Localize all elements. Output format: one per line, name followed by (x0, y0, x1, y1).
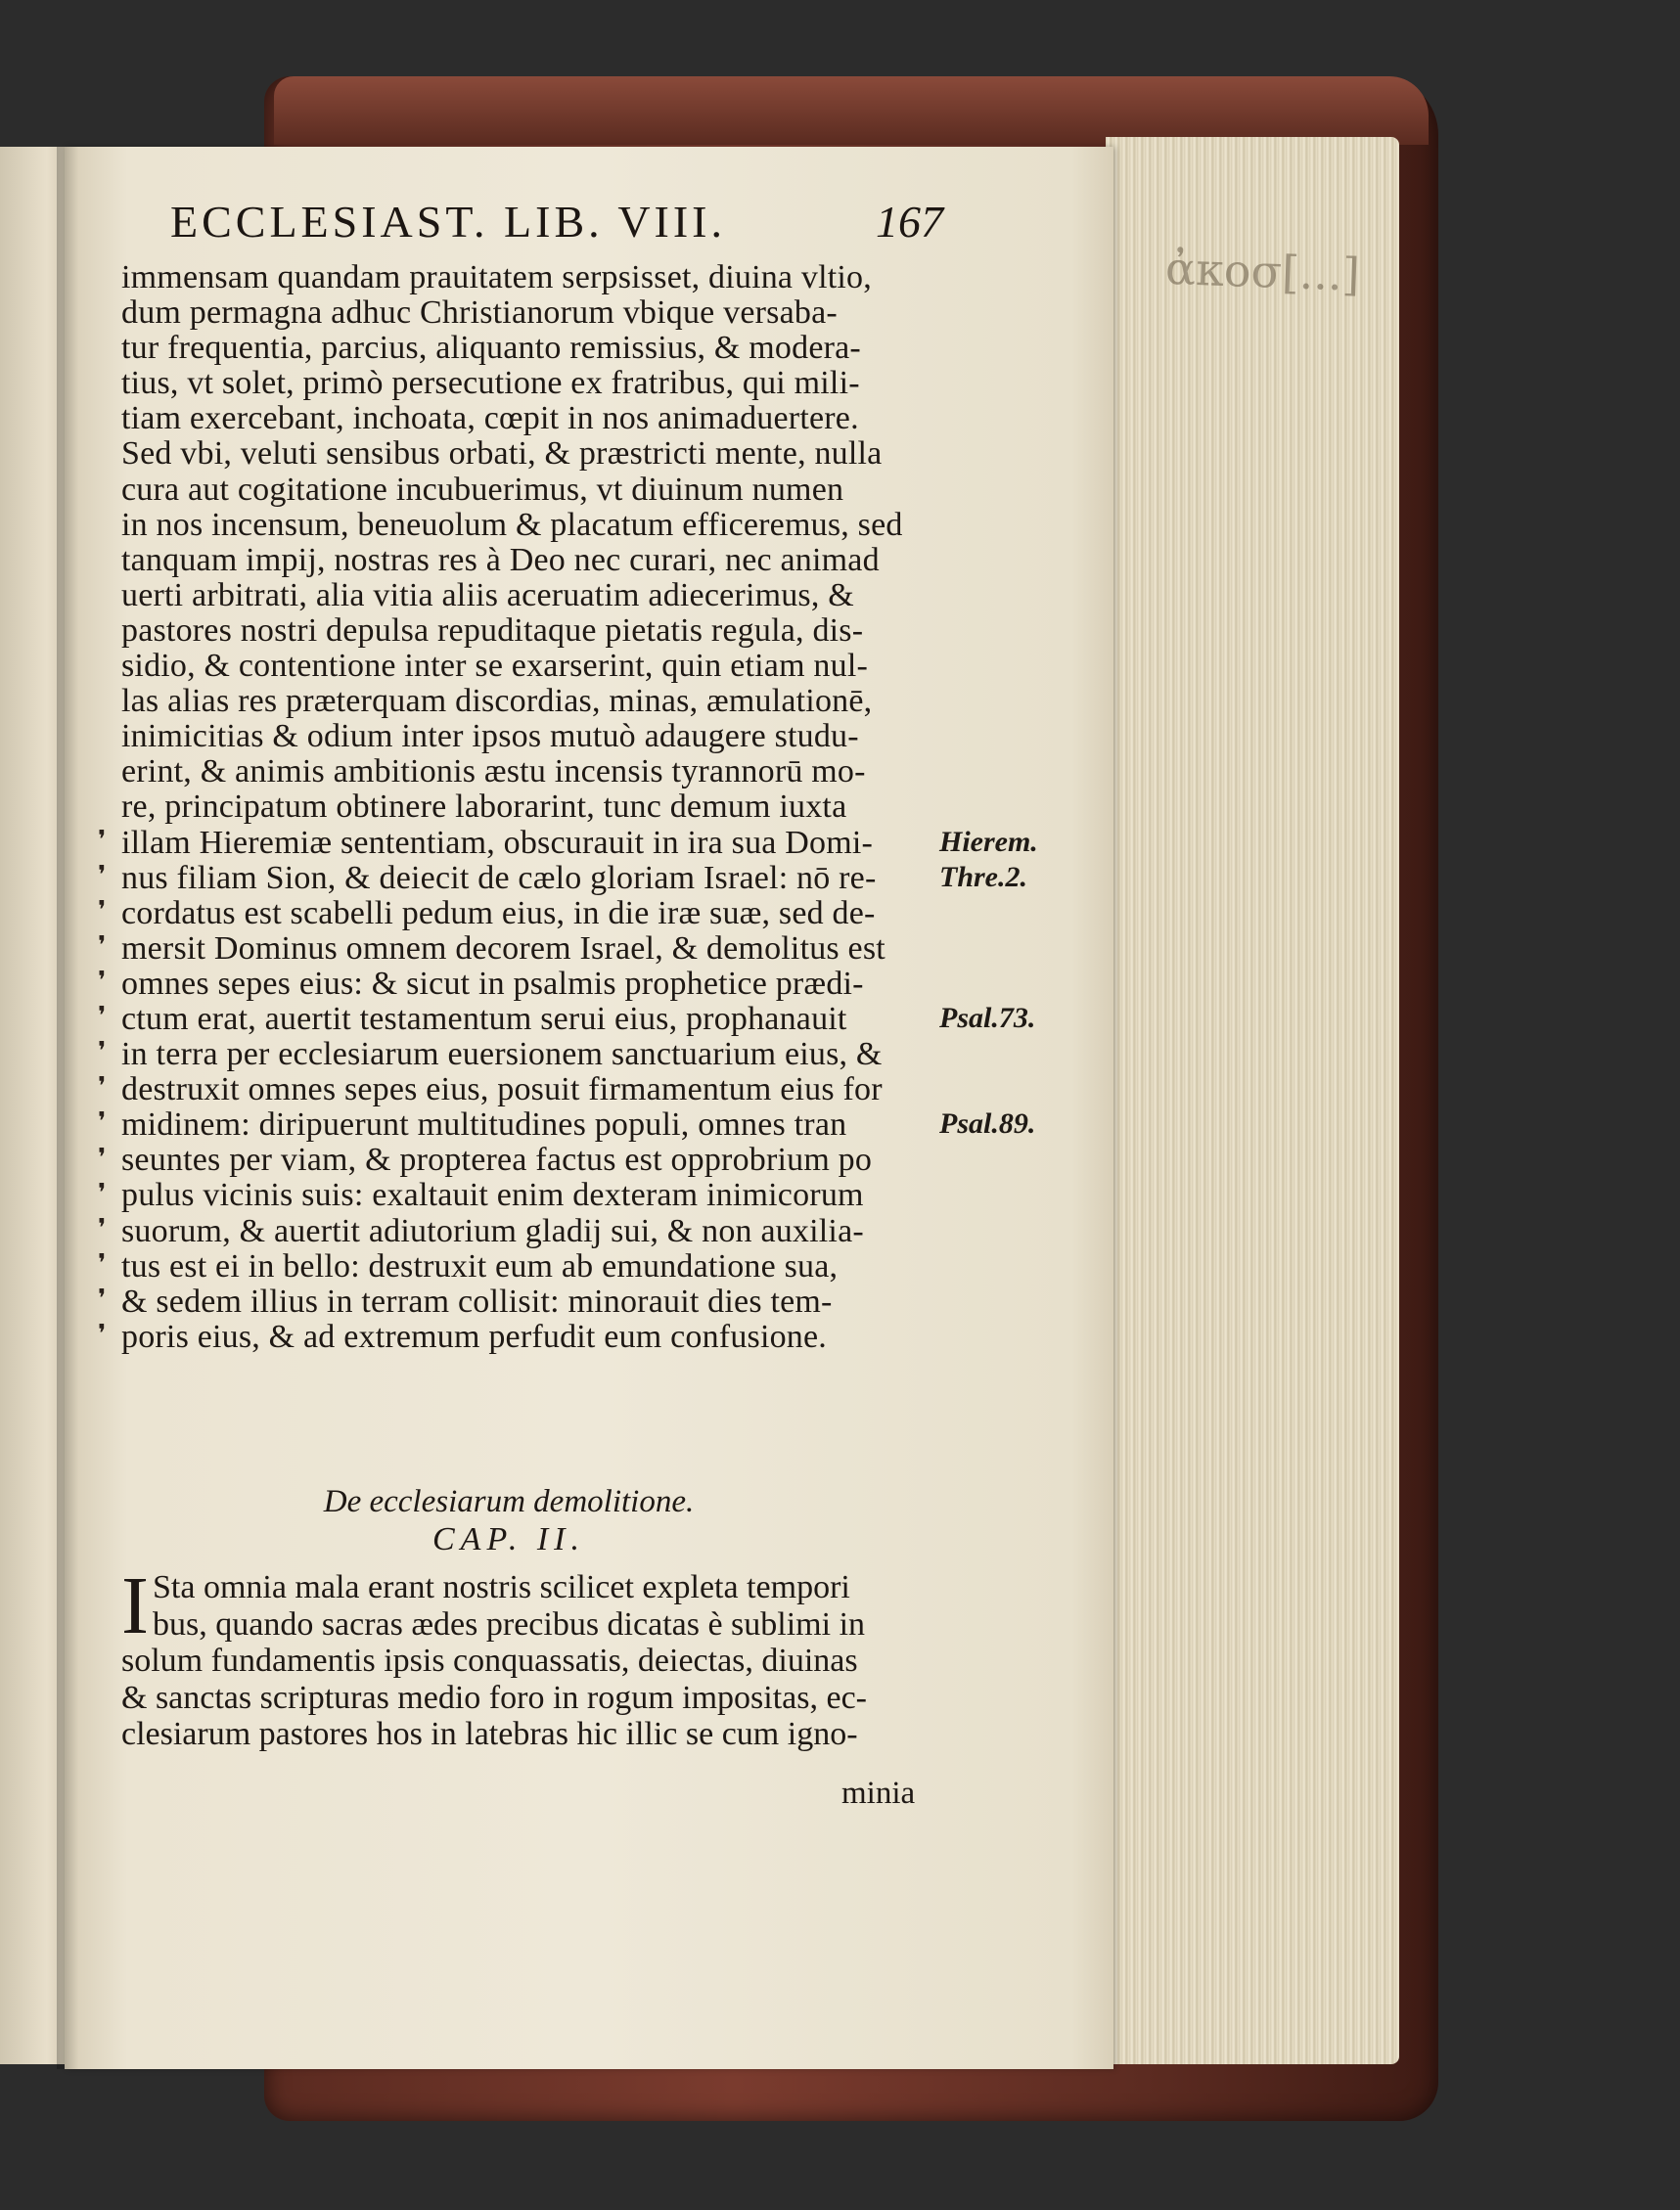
margin-note: Thre.2. (939, 860, 1027, 893)
text-line: Sta omnia mala erant nostris scilicet expleta tempori (153, 1569, 850, 1605)
text-line: clesiarum pastores hos in latebras hic illic se cum igno- (121, 1716, 858, 1752)
text-line: cura aut cogitatione incubuerimus, vt diuinum numen (121, 472, 844, 508)
margin-note: Psal.89. (939, 1107, 1036, 1141)
text-line: ctum erat, auertit testamentum serui eius, prophanauit (121, 1001, 847, 1037)
text-line: re, principatum obtinere laborarint, tunc demum iuxta (121, 789, 847, 826)
cover-top-edge (274, 76, 1429, 145)
chapter-heading: CAP. II. (432, 1521, 585, 1557)
text-line: pastores nostri depulsa repuditaque pietatis regula, dis- (121, 612, 864, 649)
quote-mark: ❜ (98, 1284, 107, 1313)
quote-mark: ❜ (98, 1320, 107, 1348)
chapter-text (121, 1560, 938, 1753)
catchword: minia (841, 1776, 916, 1811)
quote-mark: ❜ (98, 1143, 107, 1172)
text-line: immensam quandam prauitatem serpsisset, diuina vltio, (121, 260, 872, 295)
text-line: solum fundamentis ipsis conquassatis, deiectas, diuinas (121, 1643, 858, 1679)
text-line: suorum, & auertit adiutorium gladij sui, & non auxilia- (121, 1213, 864, 1249)
running-header (170, 196, 943, 254)
text-line: uerti arbitrati, alia vitia aliis aceruatim adiecerimus, & (121, 577, 854, 613)
margin-note: Psal.73. (939, 1002, 1036, 1035)
quote-mark: ❜ (98, 967, 107, 995)
page-edges (1106, 137, 1399, 2064)
text-line: tus est ei in bello: destruxit eum ab emundatione sua, (121, 1248, 839, 1285)
quote-mark: ❜ (98, 1248, 107, 1278)
text-line: erint, & animis ambitionis æstu incensis tyrannorū mo- (121, 754, 866, 790)
section-title: De ecclesiarum demolitione. (323, 1484, 695, 1519)
quote-mark: ❜ (98, 1107, 107, 1137)
spine-handwriting: ἀκοσ[...] (1164, 241, 1361, 301)
text-line: destruxit omnes sepes eius, posuit firmamentum eius for (121, 1072, 883, 1108)
text-line: sidio, & contentione inter se exarserint, quin etiam nul- (121, 649, 868, 685)
drop-capital: I (121, 1560, 149, 1651)
text-line: inimicitias & odium inter ipsos mutuò adaugere studu- (121, 719, 859, 755)
main-text (121, 260, 938, 1355)
text-line: tius, vt solet, primò persecutione ex fratribus, qui mili- (121, 366, 860, 402)
quote-mark: ❜ (98, 895, 107, 925)
text-line: bus, quando sacras ædes precibus dicatas è sublimi in (153, 1605, 866, 1643)
quote-mark: ❜ (98, 1002, 107, 1031)
quote-mark: ❜ (98, 1037, 107, 1066)
quote-mark: ❜ (98, 860, 107, 889)
text-line: midinem: diripuerunt multitudines populi, omnes tran (121, 1107, 847, 1144)
text-line: poris eius, & ad extremum perfudit eum confusione. (121, 1319, 827, 1355)
text-line: seuntes per viam, & propterea factus est opprobrium po (121, 1143, 873, 1179)
text-line: in nos incensum, beneuolum & placatum efficeremus, sed (121, 507, 903, 543)
text-line: illam Hieremiæ sententiam, obscurauit in ira sua Domi- (121, 825, 874, 861)
text-line: dum permagna adhuc Christianorum vbique versaba- (121, 295, 838, 332)
text-line: Sed vbi, veluti sensibus orbati, & præstricti mente, nulla (121, 436, 883, 473)
quote-mark: ❜ (98, 1178, 107, 1207)
quote-mark: ❜ (98, 1072, 107, 1102)
text-line: las alias res præterquam discordias, minas, æmulationē, (121, 684, 873, 720)
margin-note: Hierem. (939, 825, 1038, 858)
gutter-shadow (57, 147, 78, 2069)
text-line: in terra per ecclesiarum euersionem sanctuarium eius, & (121, 1037, 883, 1073)
running-title: ECCLESIAST. LIB. VIII. (170, 197, 726, 247)
text-line: tanquam impij, nostras res à Deo nec curari, nec animad (121, 542, 880, 578)
text-line: cordatus est scabelli pedum eius, in die iræ suæ, sed de- (121, 895, 876, 931)
quote-mark: ❜ (98, 825, 107, 854)
text-line: nus filiam Sion, & deiecit de cælo gloriam Israel: nō re- (121, 860, 877, 896)
text-line: pulus vicinis suis: exaltauit enim dexteram inimicorum (121, 1178, 864, 1214)
quote-mark: ❜ (98, 930, 107, 960)
text-line: mersit Dominus omnem decorem Israel, & demolitus est (121, 930, 885, 967)
text-line: tiam exercebant, inchoata, cœpit in nos animaduertere. (121, 401, 859, 437)
text-line: omnes sepes eius: & sicut in psalmis prophetice prædi- (121, 966, 864, 1002)
text-line: & sanctas scripturas medio foro in rogum impositas, ec- (121, 1679, 867, 1716)
text-line: & sedem illius in terram collisit: minorauit dies tem- (121, 1284, 833, 1320)
page-number: 167 (876, 197, 943, 247)
quote-mark: ❜ (98, 1213, 107, 1242)
text-line: tur frequentia, parcius, aliquanto remissius, & modera- (121, 331, 861, 367)
